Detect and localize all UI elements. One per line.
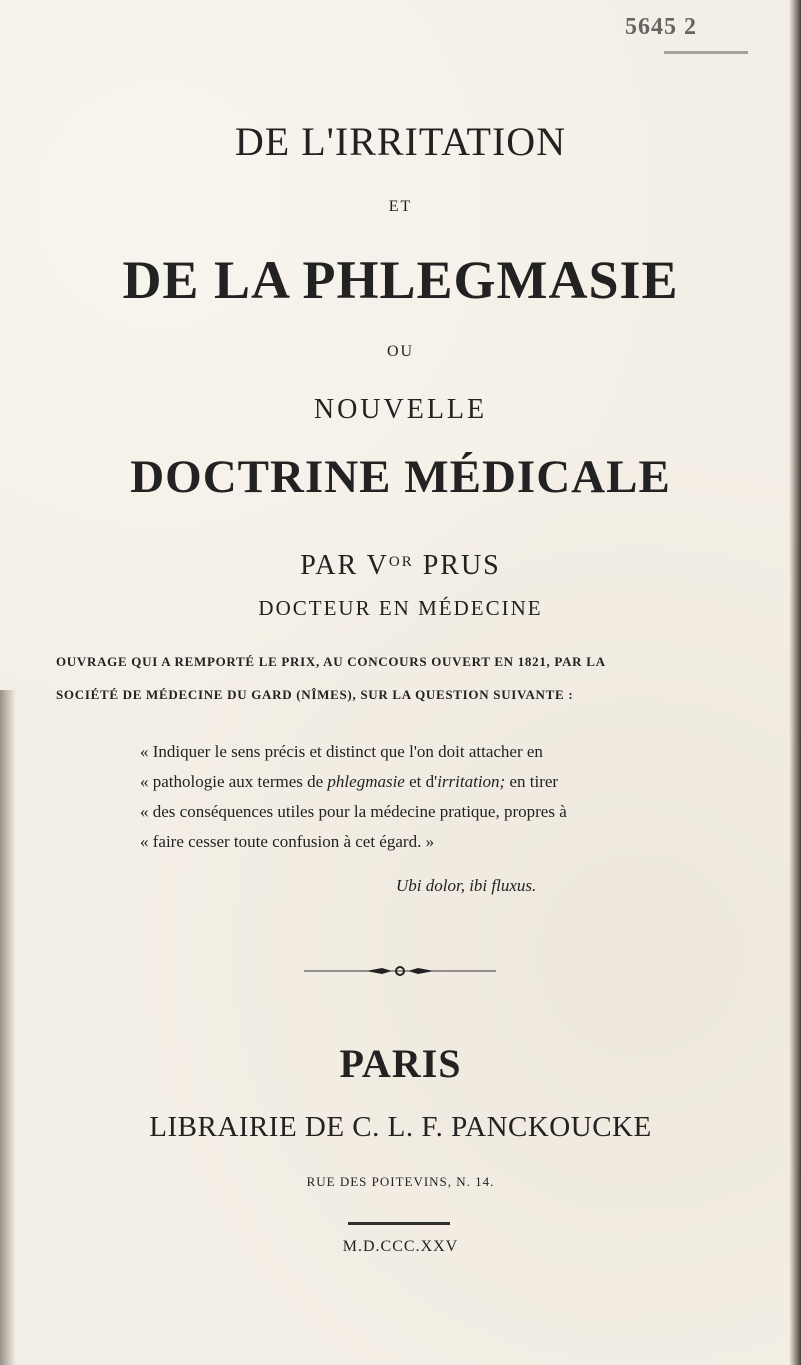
description-line-2: SOCIÉTÉ DE MÉDECINE DU GARD (NÎMES), SUR LA QUESTION SUIVANTE : [56, 687, 574, 702]
imprint-address: RUE DES POITEVINS, N. 14. [306, 1174, 495, 1189]
author-superscript: OR [388, 554, 414, 570]
title-line-3: NOUVELLE [313, 394, 488, 425]
quote-line-2-suffix: en tirer [505, 772, 559, 791]
imprint-city: PARIS [339, 1041, 462, 1086]
author-surname: PRUS [413, 550, 501, 581]
title-line-4: DOCTRINE MÉDICALE [130, 451, 671, 503]
quote-line-2-prefix: « pathologie aux termes de [140, 772, 328, 791]
quote-term-irritation: irritation; [437, 772, 506, 791]
stamp-underline [664, 51, 748, 54]
quote-line-4: « faire cesser toute confusion à cet égard. » [140, 832, 435, 851]
quote-line-1: « Indiquer le sens précis et distinct que l'on doit attacher en [140, 742, 543, 761]
title-conjunction-ou: OU [386, 343, 415, 360]
description-line-1: OUVRAGE QUI A REMPORTÉ LE PRIX, AU CONCOURS OUVERT EN 1821, PAR LA [56, 654, 606, 669]
quote-line-3: « des conséquences utiles pour la médecine pratique, propres à [140, 802, 567, 821]
page-edge-left [0, 690, 16, 1365]
quote-term-phlegmasie: phlegmasie [327, 772, 405, 791]
quote-line-2-mid: et d' [404, 772, 438, 791]
title-line-1: DE L'IRRITATION [234, 119, 567, 164]
author-prefix: PAR V [300, 550, 389, 581]
library-stamp-number: 5645 2 [625, 14, 697, 40]
latin-motto: Ubi dolor, ibi fluxus. [396, 876, 537, 895]
author-line [0, 550, 801, 582]
quote-line-2 [140, 767, 700, 797]
imprint-publisher: LIBRAIRIE DE C. L. F. PANCKOUCKE [149, 1111, 652, 1143]
author-qualification: DOCTEUR EN MÉDECINE [258, 596, 543, 620]
decorative-divider-icon [304, 960, 496, 982]
title-conjunction-et: ET [388, 198, 413, 215]
title-line-2: DE LA PHLEGMASIE [122, 250, 679, 310]
imprint-date: M.D.CCC.XXV [342, 1238, 459, 1255]
imprint-rule [348, 1222, 450, 1225]
